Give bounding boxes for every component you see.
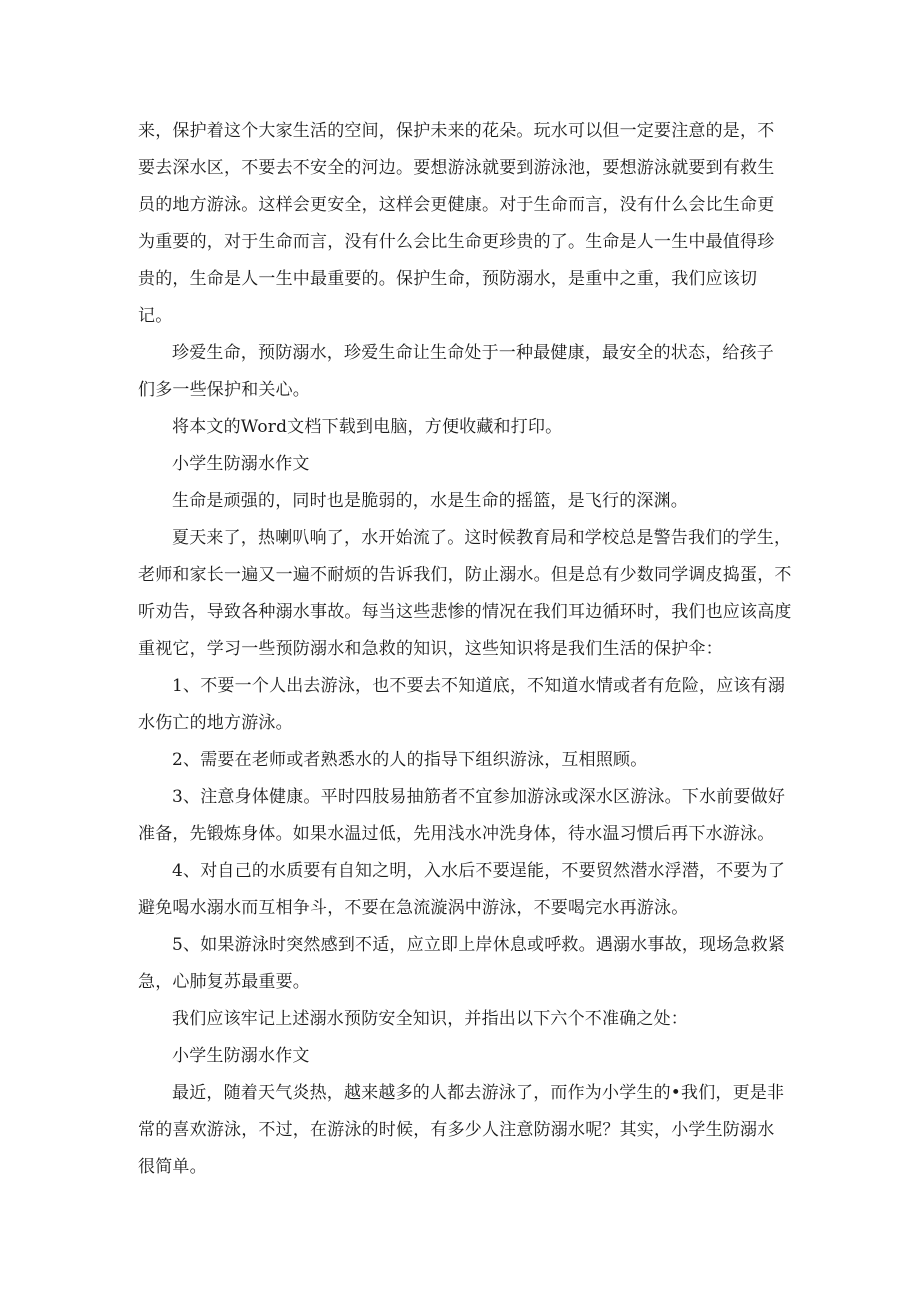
text-line: 员的地方游泳。这样会更安全，这样会更健康。对于生命而言，没有什么会比生命更 <box>138 195 775 215</box>
list-item: 1、不要一个人出去游泳，也不要去不知道底，不知道水情或者有危险，应该有溺 <box>172 676 786 696</box>
text-line: 珍爱生命，预防溺水，珍爱生命让生命处于一种最健康，最安全的状态，给孩子 <box>172 343 774 363</box>
list-item: 3、注意身体健康。平时四肢易抽筋者不宜参加游泳或深水区游泳。下水前要做好 <box>172 787 786 807</box>
text-line: 重视它，学习一些预防溺水和急救的知识，这些知识将是我们生活的保护伞： <box>138 639 723 659</box>
text-line: 来，保护着这个大家生活的空间，保护未来的花朵。玩水可以但一定要注意的是，不 <box>138 121 775 141</box>
section-heading: 小学生防溺水作文 <box>172 454 310 474</box>
text-line: 常的喜欢游泳，不过，在游泳的时候，有多少人注意防溺水呢？其实，小学生防溺水 <box>138 1120 775 1140</box>
list-item: 4、对自己的水质要有自知之明，入水后不要逞能，不要贸然潜水浮潜，不要为了 <box>172 861 786 881</box>
text-line: 为重要的，对于生命而言，没有什么会比生命更珍贵的了。生命是人一生中最值得珍 <box>138 232 775 252</box>
text-line: 很简单。 <box>138 1157 207 1177</box>
list-item: 5、如果游泳时突然感到不适，应立即上岸休息或呼救。遇溺水事故，现场急救紧 <box>172 935 786 955</box>
text-line: 生命是顽强的，同时也是脆弱的，水是生命的摇篮，是飞行的深渊。 <box>172 491 688 511</box>
text-line: 准备，先锻炼身体。如果水温过低，先用浅水冲洗身体，待水温习惯后再下水游泳。 <box>138 824 775 844</box>
text-line: 夏天来了，热喇叭响了，水开始流了。这时候教育局和学校总是警告我们的学生， <box>172 528 792 548</box>
text-line: 们多一些保护和关心。 <box>138 380 310 400</box>
text-line: 听劝告，导致各种溺水事故。每当这些悲惨的情况在我们耳边循环时，我们也应该高度 <box>138 602 792 622</box>
text-line: 我们应该牢记上述溺水预防安全知识，并指出以下六个不准确之处： <box>172 1009 688 1029</box>
text-line: 水伤亡的地方游泳。 <box>138 713 293 733</box>
text-line: 老师和家长一遍又一遍不耐烦的告诉我们，防止溺水。但是总有少数同学调皮捣蛋，不 <box>138 565 792 585</box>
text-line: 记。 <box>138 306 173 326</box>
text-line: 将本文的Word文档下载到电脑，方便收藏和打印。 <box>172 417 563 437</box>
text-line: 避免喝水溺水而互相争斗，不要在急流漩涡中游泳，不要喝完水再游泳。 <box>138 898 689 918</box>
text-line: 急，心肺复苏最重要。 <box>138 972 310 992</box>
text-line: 最近，随着天气炎热，越来越多的人都去游泳了，而作为小学生的•我们，更是非 <box>172 1083 785 1103</box>
text-line: 要去深水区，不要去不安全的河边。要想游泳就要到游泳池，要想游泳就要到有救生 <box>138 158 775 178</box>
section-heading: 小学生防溺水作文 <box>172 1046 310 1066</box>
text-line: 贵的，生命是人一生中最重要的。保护生命，预防溺水，是重中之重，我们应该切 <box>138 269 758 289</box>
list-item: 2、需要在老师或者熟悉水的人的指导下组织游泳，互相照顾。 <box>172 750 648 770</box>
